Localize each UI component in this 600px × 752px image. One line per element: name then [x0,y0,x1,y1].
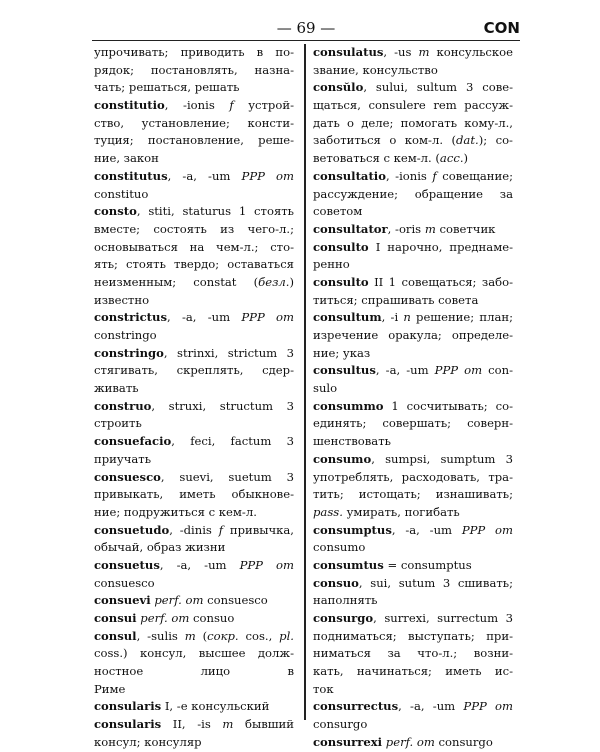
entry-text: con- [482,363,513,378]
headword: consulto [313,239,369,254]
headword: consummo [313,398,384,413]
entry-text: упрочивать; приводить в по- [94,45,294,59]
dictionary-line [313,79,513,97]
dictionary-line [313,575,513,593]
entry-text: I, -e консульский [161,699,270,714]
grammar-note: PPP от [241,168,294,183]
grammar-note: сокр. [207,628,239,643]
entry-text: II, -is [161,717,223,732]
dictionary-line [94,292,294,310]
entry-text: бывший [233,717,294,732]
dictionary-line [94,681,294,699]
dictionary-line [94,645,294,663]
entry-text: консул; консуляр [94,734,202,749]
entry-text: шенствовать [313,434,391,449]
entry-text: ( [195,628,208,643]
dictionary-line [94,274,294,292]
dictionary-line [313,221,513,239]
headword: constitutio [94,98,165,113]
headword: construo [94,398,152,413]
headword: consultum [313,310,382,325]
page-number: — 69 — [276,19,336,37]
entry-text: ток [313,681,334,696]
entry-text: ние; подружиться с кем-л. [94,504,257,519]
entry-text: обычай, образ жизни [94,540,226,555]
entry-text: чать; решаться, решать [94,80,240,95]
dictionary-line [313,292,513,310]
entry-text: ние; указ [313,345,371,360]
left-column [94,44,294,752]
dictionary-line [313,681,513,699]
dictionary-line [313,150,513,168]
dictionary-line [313,663,513,681]
dictionary-line [313,557,513,575]
entry-text: 1 сосчитывать; со- [383,398,513,413]
headword: consuesco [94,469,161,484]
dictionary-line [313,716,513,734]
entry-text: ниматься за что-л.; возни- [313,646,513,661]
dictionary-line [94,486,294,504]
dictionary-line [313,628,513,646]
dictionary-line [313,380,513,398]
entry-text: рассуждение; обращение за [313,186,513,201]
grammar-note: perf. от [385,734,435,749]
entry-text: известно [94,292,150,307]
entry-text: основываться на чем-л.; сто- [94,239,294,254]
headword: consuetus [94,557,160,572]
dictionary-line [313,203,513,221]
headword: constringo [94,345,164,360]
grammar-note: n [403,310,411,325]
entry-text: кать, начинаться; иметь ис- [313,664,513,679]
entry-text: рядок; постановлять, назна- [94,62,294,77]
dictionary-line [313,610,513,628]
dictionary-line [94,79,294,97]
dictionary-line [94,557,294,575]
entry-text: привычка, [223,522,294,537]
grammar-note: PPP от [241,310,294,325]
grammar-note: f [229,98,234,113]
headword: consultus [313,363,376,378]
dictionary-line [313,256,513,274]
entry-text: ) [289,274,294,289]
dictionary-line [313,62,513,80]
dictionary-line [94,698,294,716]
dictionary-line [313,451,513,469]
dictionary-line [313,309,513,327]
entry-text: ять; стоять твердо; оставаться [94,257,294,272]
headword: consto [94,204,137,219]
entry-text: совещание; [436,168,513,183]
entry-text: Риме [94,681,126,696]
headword: consumtus [313,557,384,572]
dictionary-line [313,698,513,716]
entry-text: решение; план; [410,310,513,325]
entry-text: , suevi, suetum 3 [160,469,294,484]
dictionary-line [313,239,513,257]
grammar-note: pl. [279,628,294,643]
headword: consul [94,628,137,643]
entry-text: ние, закон [94,151,159,166]
entry-text: ) [463,151,469,166]
headword: consulto [313,274,369,289]
headword: consulatus [313,45,384,59]
grammar-note: f [432,168,437,183]
column-divider [304,44,306,720]
dictionary-line [313,433,513,451]
dictionary-line [94,592,294,610]
headword: consumo [313,451,372,466]
entry-text: советчик [435,221,496,236]
dictionary-line [94,362,294,380]
entry-text: звание, консульство [313,62,438,77]
entry-text: cos., [238,628,280,643]
dictionary-line [313,504,513,522]
dictionary-line [313,274,513,292]
grammar-note: perf. от [140,611,190,625]
dictionary-line [94,415,294,433]
headword: constrictus [94,310,167,325]
entry-text: consuesco [203,593,268,608]
entry-text: , -dinis [169,522,219,537]
grammar-note: PPP от [461,522,513,537]
grammar-note: pass. [313,504,343,519]
dictionary-line [94,97,294,115]
entry-text: , feci, factum 3 [171,434,294,449]
dictionary-line [94,469,294,487]
dictionary-line [313,415,513,433]
entry-text: constituo [94,186,149,201]
entry-text: умирать, погибать [342,504,460,519]
entry-text: живать [94,381,139,396]
entry-text: , strinxi, strictum 3 [163,345,294,360]
entry-text: тить; истощать; изнашивать; [313,487,513,502]
entry-text: приучать [94,451,152,466]
grammar-note: dat. [456,133,479,148]
entry-text: вместе; состоять из чего-л.; [94,221,294,236]
entry-text: подниматься; выступать; при- [313,628,513,643]
dictionary-line [94,380,294,398]
entry-text: , surrexi, surrectum 3 [373,611,513,625]
entry-text: I нарочно, преднаме- [368,239,513,254]
dictionary-line [313,327,513,345]
grammar-note: acc. [439,151,464,166]
entry-text: наполнять [313,593,378,608]
headword: consurrectus [313,699,399,714]
dictionary-line [94,575,294,593]
dictionary-line [94,610,294,628]
entry-text: привыкать, иметь обыкнове- [94,487,294,502]
dictionary-line [94,256,294,274]
entry-text: coss.) консул, высшее долж- [94,646,294,661]
page-header [92,18,520,40]
dictionary-line [313,469,513,487]
entry-text: consuesco [94,575,155,590]
dictionary-line [94,115,294,133]
dictionary-line [313,486,513,504]
dictionary-line [94,522,294,540]
headword: consuevi [94,593,151,608]
headword: constitutus [94,168,168,183]
dictionary-line [313,522,513,540]
headword: consularis [94,717,162,732]
entry-text: , -oris [387,221,425,236]
grammar-note: PPP от [463,699,513,714]
entry-text: , stiti, staturus 1 стоять [136,204,294,219]
grammar-note: m [184,628,196,643]
dictionary-line [313,539,513,557]
dictionary-line [94,716,294,734]
entry-text: неизменным; constat ( [94,274,259,289]
grammar-note: m [222,717,234,732]
dictionary-line [313,44,513,62]
entry-text: , -a, -um [159,557,240,572]
entry-text: , -ionis [164,98,230,113]
entry-text: consumo [313,540,366,555]
dictionary-line [313,168,513,186]
entry-text: sulo [313,381,338,396]
entry-text: ветоваться с кем-л. ( [313,151,440,166]
dictionary-line [94,168,294,186]
entry-text: consuo [189,611,235,625]
entry-text: , -us [383,45,419,59]
entry-text: , -a, -um [167,168,242,183]
entry-text: , -i [381,310,404,325]
entry-text: constringo [94,328,157,342]
entry-text: consurgo [313,717,368,732]
entry-text: употреблять, расходовать, тра- [313,469,513,484]
entry-text: заботиться о ком-л. ( [313,133,456,148]
entry-text: ренно [313,257,350,272]
header-rule [92,40,520,41]
headword: consultatio [313,168,386,183]
entry-text: дать о деле; помогать кому-л., [313,115,513,130]
entry-text: = consumptus [383,557,472,572]
headword: consumptus [313,522,392,537]
headword: consŭlo [313,80,364,95]
dictionary-line [313,362,513,380]
entry-text: consurgo [434,734,493,749]
entry-text: , sului, sultum 3 сове- [363,80,513,95]
dictionary-line [94,539,294,557]
dictionary-line [94,186,294,204]
entry-text: щаться, consulere rem рассуж- [313,98,513,113]
entry-text: ностное лицо в [94,664,294,679]
dictionary-line [94,504,294,522]
entry-text: стягивать, скреплять, сдер- [94,363,294,378]
dictionary-line [313,592,513,610]
headword: consurgo [313,611,374,625]
guide-word: CON [483,19,520,37]
dictionary-line [94,309,294,327]
grammar-note: PPP от [434,363,483,378]
entry-text: , struxi, structum 3 [151,398,294,413]
dictionary-line [94,734,294,752]
dictionary-line [94,239,294,257]
entry-text: II 1 совещаться; забо- [368,274,513,289]
dictionary-line [94,628,294,646]
headword: consui [94,611,137,625]
dictionary-line [313,115,513,133]
headword: consuo [313,575,359,590]
entry-text: туция; постановление, реше- [94,133,294,148]
headword: consurrexi [313,734,383,749]
entry-text: , -a, -um [391,522,462,537]
dictionary-line [94,433,294,451]
dictionary-line [313,345,513,363]
entry-text: ство, установление; консти- [94,115,294,130]
dictionary-line [94,327,294,345]
dictionary-line [94,451,294,469]
grammar-note: PPP от [239,557,294,572]
dictionary-line [94,398,294,416]
entry-text: советом [313,204,363,219]
grammar-note: безл. [258,274,290,289]
entry-text: , -sulis [136,628,185,643]
headword: consultator [313,221,388,236]
entry-text: , sui, sutum 3 сшивать; [358,575,513,590]
grammar-note: f [218,522,224,537]
entry-text: , -ionis [385,168,433,183]
entry-text: единять; совершать; соверн- [313,416,513,431]
entry-text: , sumpsi, sumptum 3 [371,451,513,466]
headword: consularis [94,699,162,714]
entry-text: консульское [429,45,513,59]
dictionary-line [94,345,294,363]
dictionary-line [94,663,294,681]
entry-text: устрой- [233,98,294,113]
entry-text: строить [94,416,142,431]
dictionary-line [313,398,513,416]
dictionary-line [94,44,294,62]
dictionary-line [313,97,513,115]
dictionary-line [94,62,294,80]
dictionary-line [313,132,513,150]
right-column [313,44,513,752]
dictionary-line [94,150,294,168]
grammar-note: perf. от [154,593,204,608]
entry-text: , -a, -um [375,363,435,378]
entry-text: титься; спрашивать совета [313,292,479,307]
dictionary-line [94,221,294,239]
headword: consuefacio [94,434,172,449]
dictionary-line [313,186,513,204]
dictionary-line [313,734,513,752]
entry-text: , -a, -um [167,310,242,325]
grammar-note: m [418,45,430,59]
dictionary-line [94,203,294,221]
entry-text: изречение оракула; определе- [313,328,513,342]
dictionary-line [94,132,294,150]
dictionary-line [313,645,513,663]
entry-text: ); со- [478,133,513,148]
entry-text: , -a, -um [398,699,464,714]
grammar-note: m [424,221,436,236]
headword: consuetudo [94,522,170,537]
